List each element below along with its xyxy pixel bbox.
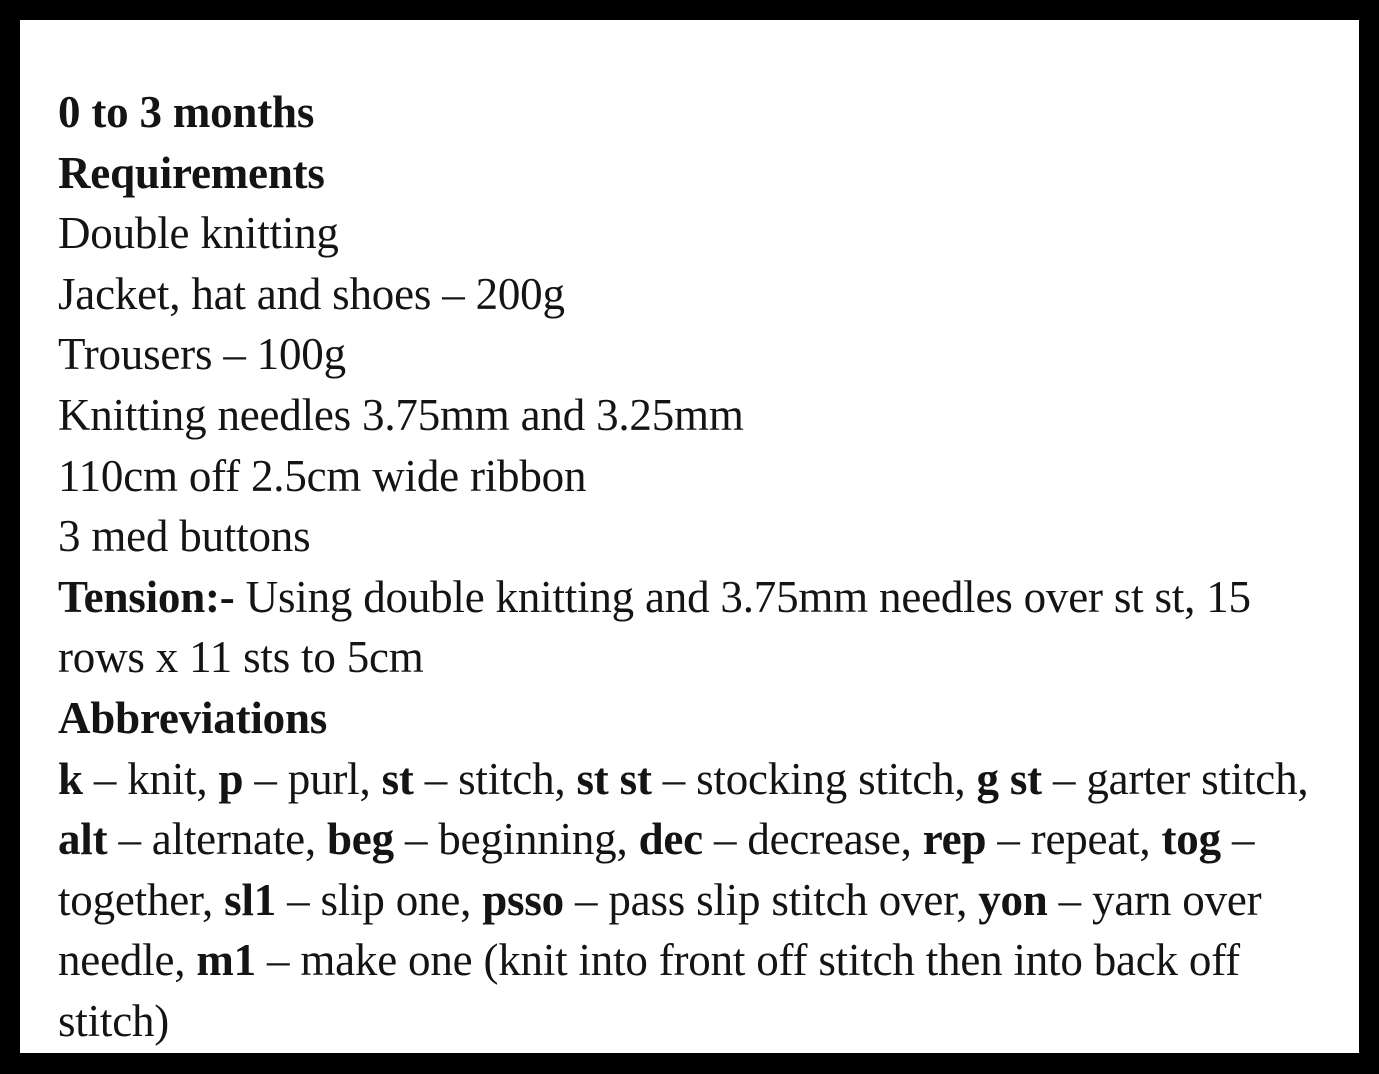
- abbr-term: beg: [326, 814, 394, 865]
- requirement-item: 3 med buttons: [58, 511, 311, 562]
- size-heading: 0 to 3 months: [58, 87, 315, 137]
- abbr-term: yon: [978, 874, 1048, 925]
- abbr-term: tog: [1161, 814, 1221, 865]
- requirement-item: Trousers – 100g: [58, 329, 346, 380]
- abbr-term: dec: [638, 814, 703, 865]
- requirement-item: Jacket, hat and shoes – 200g: [58, 268, 565, 319]
- abbr-term: st st: [576, 753, 652, 804]
- abbr-term: p: [218, 753, 244, 804]
- requirement-item: Double knitting: [58, 208, 339, 259]
- abbr-meaning: – slip one,: [276, 874, 483, 925]
- abbr-term: sl1: [224, 874, 277, 925]
- pattern-text: [58, 82, 1328, 1052]
- abbreviations-title: Abbreviations: [58, 692, 328, 743]
- abbr-term: alt: [58, 814, 108, 865]
- abbr-meaning: – stocking stitch,: [651, 753, 977, 804]
- tension-text: Using double knitting and 3.75mm needles over st st, 15 rows x 11 sts to 5cm: [58, 571, 1251, 683]
- abbr-meaning: – make one (knit into front off stitch then into back off stitch): [58, 935, 1240, 1046]
- abbr-meaning: – knit,: [82, 753, 219, 804]
- abbr-term: rep: [922, 814, 987, 865]
- requirement-item: 110cm off 2.5cm wide ribbon: [58, 450, 587, 501]
- abbr-meaning: – repeat,: [986, 814, 1162, 865]
- abbr-term: k: [58, 753, 83, 804]
- abbr-meaning: – pass slip stitch over,: [563, 874, 979, 925]
- abbr-term: st: [381, 753, 414, 804]
- abbr-meaning: – together,: [58, 814, 1255, 925]
- abbr-meaning: – decrease,: [702, 814, 923, 865]
- tension-label: Tension:-: [58, 571, 235, 622]
- abbr-term: m1: [196, 935, 256, 986]
- abbr-meaning: – purl,: [243, 753, 382, 804]
- abbr-term: g st: [976, 753, 1042, 804]
- abbr-meaning: – garter stitch,: [1041, 753, 1309, 804]
- abbr-meaning: – alternate,: [107, 814, 327, 865]
- requirements-title: Requirements: [58, 147, 325, 198]
- abbreviations-paragraph: [58, 749, 1328, 1052]
- requirement-item: Knitting needles 3.75mm and 3.25mm: [58, 389, 744, 440]
- document-page: [20, 20, 1359, 1053]
- abbr-meaning: – stitch,: [413, 753, 577, 804]
- abbr-term: psso: [482, 874, 564, 925]
- abbr-meaning: – beginning,: [393, 814, 639, 865]
- tension-paragraph: [58, 567, 1328, 688]
- abbr-meaning: – yarn over needle,: [58, 874, 1262, 986]
